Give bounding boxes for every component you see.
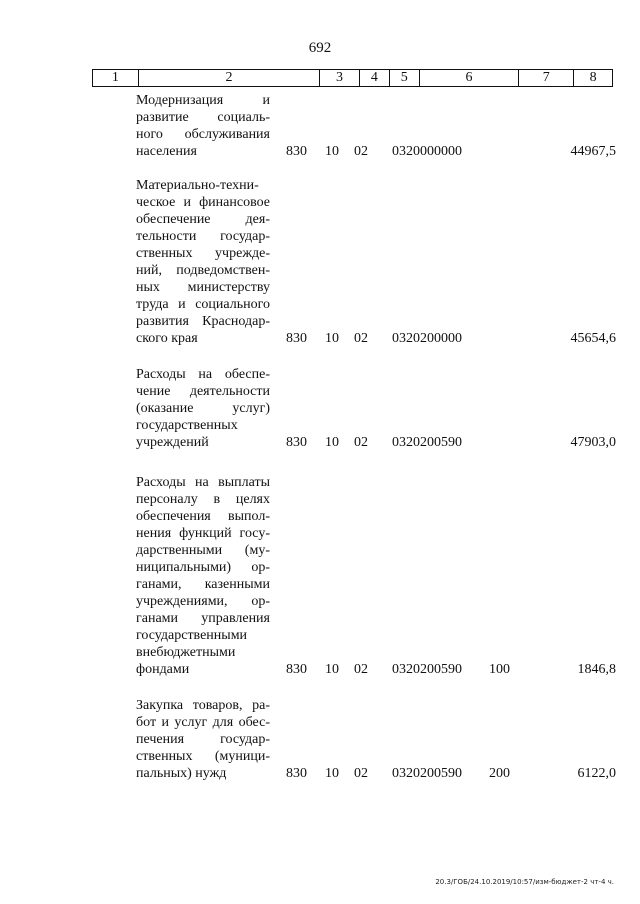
row-col-8: 45654,6 bbox=[570, 331, 616, 346]
row-col-6: 0320200590 bbox=[392, 435, 462, 450]
header-col-3: 3 bbox=[320, 70, 360, 86]
row-col-4: 10 bbox=[325, 662, 339, 677]
row-col-7: 200 bbox=[489, 766, 510, 781]
header-col-7: 7 bbox=[519, 70, 574, 86]
row-col-3: 830 bbox=[286, 435, 307, 450]
row-col-3: 830 bbox=[286, 662, 307, 677]
row-col-8: 44967,5 bbox=[570, 144, 616, 159]
header-col-4: 4 bbox=[360, 70, 390, 86]
row-col-3: 830 bbox=[286, 144, 307, 159]
row-col-5: 02 bbox=[354, 144, 368, 159]
row-col-5: 02 bbox=[354, 766, 368, 781]
row-description: Расходы на выплаты персоналу в целях обеспечения выпол- нения функций госу- дарственными (му- ниципальными) ор- ганами, казенными учреждениями, ор- ганами управления государственными внебюджетными фондами bbox=[136, 475, 270, 677]
row-col-3: 830 bbox=[286, 766, 307, 781]
header-col-5: 5 bbox=[390, 70, 420, 86]
row-col-4: 10 bbox=[325, 331, 339, 346]
header-col-6: 6 bbox=[420, 70, 520, 86]
row-col-6: 0320200000 bbox=[392, 331, 462, 346]
row-col-5: 02 bbox=[354, 662, 368, 677]
row-col-8: 6122,0 bbox=[577, 766, 616, 781]
row-col-4: 10 bbox=[325, 435, 339, 450]
header-col-8: 8 bbox=[589, 70, 597, 85]
row-description: Закупка товаров, ра- бот и услуг для обес- печения государ- ственных (муници- пальных) нужд bbox=[136, 698, 270, 781]
document-footer: 20.3/ГОБ/24.10.2019/10:57/изм-бюджет-2 чт-4 ч. bbox=[435, 878, 614, 886]
row-col-8: 1846,8 bbox=[577, 662, 616, 677]
header-col-2: 2 bbox=[139, 70, 320, 86]
row-description: Расходы на обеспе- чение деятельности (оказание услуг) государственных учреждений bbox=[136, 367, 270, 450]
row-col-7: 100 bbox=[489, 662, 510, 677]
row-col-3: 830 bbox=[286, 331, 307, 346]
row-col-4: 10 bbox=[325, 766, 339, 781]
row-description: Материально-техни- ческое и финансовое обеспечение дея- тельности государ- ственных учрежде- ний, подведомствен- ных министерству труда и социального развития Краснодар- ского края bbox=[136, 178, 270, 346]
page-number: 692 bbox=[308, 40, 332, 56]
header-col-1: 1 bbox=[93, 70, 139, 86]
row-col-4: 10 bbox=[325, 144, 339, 159]
row-col-8: 47903,0 bbox=[570, 435, 616, 450]
row-col-6: 0320200590 bbox=[392, 766, 462, 781]
row-col-5: 02 bbox=[354, 331, 368, 346]
table-header bbox=[92, 69, 613, 87]
row-col-6: 0320200590 bbox=[392, 662, 462, 677]
row-description: Модернизация и развитие социаль- ного обслуживания населения bbox=[136, 93, 270, 159]
row-col-6: 0320000000 bbox=[392, 144, 462, 159]
row-col-5: 02 bbox=[354, 435, 368, 450]
